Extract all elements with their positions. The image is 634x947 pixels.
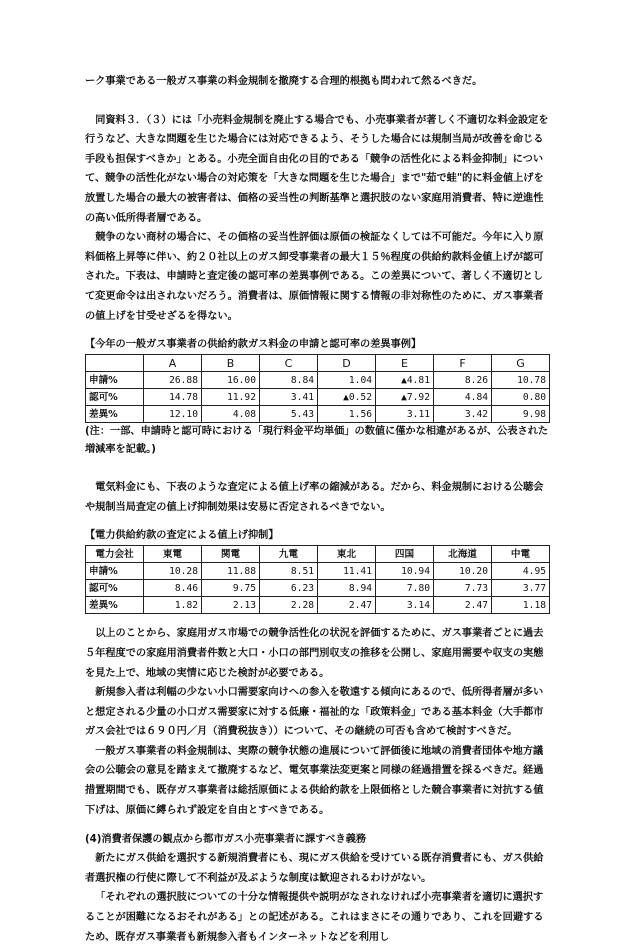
table-cell: 9.75 bbox=[202, 580, 260, 597]
column-header: 関電 bbox=[202, 546, 260, 563]
table-cell: 26.88 bbox=[144, 372, 202, 389]
row-label: 申請% bbox=[86, 563, 144, 580]
spacer bbox=[85, 326, 550, 336]
table-cell: 8.84 bbox=[260, 372, 318, 389]
table-corner-cell bbox=[86, 355, 144, 372]
table-cell: 8.46 bbox=[144, 580, 202, 597]
table-row bbox=[86, 372, 550, 389]
table-cell: 8.26 bbox=[434, 372, 492, 389]
table-cell: 4.84 bbox=[434, 389, 492, 406]
table-cell: 2.47 bbox=[434, 597, 492, 614]
column-header: 四国 bbox=[376, 546, 434, 563]
table-cell: 2.13 bbox=[202, 597, 260, 614]
table-row bbox=[86, 563, 550, 580]
row-header-label: 電力会社 bbox=[86, 546, 144, 563]
column-header: E bbox=[376, 355, 434, 372]
spacer bbox=[85, 92, 550, 111]
table-cell: 10.28 bbox=[144, 563, 202, 580]
column-header: D bbox=[318, 355, 376, 372]
table-cell: 11.88 bbox=[202, 563, 260, 580]
table-cell: 14.78 bbox=[144, 389, 202, 406]
table-cell: 10.78 bbox=[492, 372, 550, 389]
paragraph: 新規参入者は利幅の少ない小口需要家向けへの参入を敬遠する傾向にあるので、低所得者層が多いと想定される少量の小口ガス需要家に対する低廉・福祉的な「政策料金」である基本料金（大手都市ガス会社では６９０円／月（消費税抜き））について、その継続の可否も含めて検討すべきだ。 bbox=[85, 687, 544, 738]
table-cell: 10.94 bbox=[376, 563, 434, 580]
table-cell: 3.14 bbox=[376, 597, 434, 614]
table-cell: 4.08 bbox=[202, 406, 260, 423]
table-header-row bbox=[86, 546, 550, 563]
table-cell: 6.23 bbox=[260, 580, 318, 597]
table-cell: 12.10 bbox=[144, 406, 202, 423]
table-row bbox=[86, 389, 550, 406]
column-header: 九電 bbox=[260, 546, 318, 563]
paragraph: 「それぞれの選択肢についての十分な情報提供や説明がなされなければ小売事業者を適切に選択することが困難になるおそれがある」との記述がある。これはまさにその通りであり、これを回避するため、既存ガス事業者も新規参入者もインターネットなどを利用し bbox=[85, 892, 544, 943]
paragraph: ーク事業である一般ガス事業の料金規制を撤廃する合理的根拠も問われて然るべきだ。 bbox=[85, 76, 483, 87]
table-cell: 8.94 bbox=[318, 580, 376, 597]
table-cell: 3.77 bbox=[492, 580, 550, 597]
table-cell: 1.82 bbox=[144, 597, 202, 614]
table-cell: 4.95 bbox=[492, 563, 550, 580]
row-label: 認可% bbox=[86, 580, 144, 597]
table-cell: 11.41 bbox=[318, 563, 376, 580]
column-header: 東電 bbox=[144, 546, 202, 563]
table-cell: 5.43 bbox=[260, 406, 318, 423]
spacer bbox=[85, 614, 550, 624]
column-header: 北海道 bbox=[434, 546, 492, 563]
table-cell: 7.73 bbox=[434, 580, 492, 597]
paragraph: 新たにガス供給を選択する新規消費者にも、現にガス供給を受けている既存消費者にも、ガス供給者選択権の行使に際して不利益が及ぶような制度は歓迎されるわけがない。 bbox=[85, 853, 544, 884]
column-header: C bbox=[260, 355, 318, 372]
column-header: G bbox=[492, 355, 550, 372]
table-cell: 1.04 bbox=[318, 372, 376, 389]
table-cell: 11.92 bbox=[202, 389, 260, 406]
paragraph: 一般ガス事業者の料金規制は、実際の競争状態の進展について評価後に地域の消費者団体や地方議会の公聴会の意見を踏まえて撤廃するなど、電気事業法変更案と同様の経過措置を採るべきだ。経過措置期間でも、既存ガス事業者は総括原価による供給約款を上限価格とした競合事業者に対抗する値下げは、原価に縛られず設定を自由とすべきである。 bbox=[85, 745, 544, 816]
table-cell: 7.80 bbox=[376, 580, 434, 597]
table-cell: 2.47 bbox=[318, 597, 376, 614]
spacer bbox=[85, 459, 550, 478]
table-cell: ▲0.52 bbox=[318, 389, 376, 406]
table-note: (注：一部、申請時と認可時における「現行料金平均単価」の数値に僅かな相違があるが、公表された増減率を記載。) bbox=[85, 426, 549, 456]
row-label: 申請% bbox=[86, 372, 144, 389]
table-row bbox=[86, 580, 550, 597]
table-header-row bbox=[86, 355, 550, 372]
table-cell: 0.80 bbox=[492, 389, 550, 406]
table-cell: 10.20 bbox=[434, 563, 492, 580]
table-cell: 1.18 bbox=[492, 597, 550, 614]
table-cell: 9.98 bbox=[492, 406, 550, 423]
column-header: A bbox=[144, 355, 202, 372]
table-cell: 8.51 bbox=[260, 563, 318, 580]
gas-rate-table bbox=[85, 354, 550, 423]
column-header: B bbox=[202, 355, 260, 372]
table-cell: ▲7.92 bbox=[376, 389, 434, 406]
spacer bbox=[85, 820, 550, 830]
paragraph: 電気料金にも、下表のような査定による値上げ率の縮減がある。だから、料金規制における公聴会や規制当局査定の値上げ抑制効果は安易に否定されるべきでない。 bbox=[85, 482, 544, 513]
paragraph: 競争のない商材の場合に、その価格の妥当性評価は原価の検証なくしては不可能だ。今年に入り原料価格上昇等に伴い、約２０社以上のガス卸受事業者の最大１５％程度の供給約款料金値上げが認可された。下表は、申請時と査定後の認可率の差異事例である。この差異について、著しく不適切として変更命令は出されないだろう。消費者は、原価情報に関する情報の非対称性のために、ガス事業者の値上げを甘受せざるを得ない。 bbox=[85, 232, 544, 322]
paragraph: 以上のことから、家庭用ガス市場での競争活性化の状況を評価するために、ガス事業者ごとに過去５年程度での家庭用消費者件数と大口・小口の部門別収支の推移を公開し、家庭用需要や収支の実態を見た上で、地域の実情に応じた検討が必要である。 bbox=[85, 628, 544, 679]
row-label: 差異% bbox=[86, 406, 144, 423]
paragraph: 同資料３．（３）には「小売料金規制を廃止する場合でも、小売事業者が著しく不適切な料金設定を行うなど、大きな問題を生じた場合には対応できるよう、そうした場合には規制当局が改善を命じる手段も担保すべきか」とある。小売全面自由化の目的である「競争の活性化による料金抑制」について、競争の活性化がない場合の対応策を「大きな問題を生じた場合」まで"茹で蛙"的に料金値上げを放置した場合の最大の被害者は、価格の妥当性の判断基準と選択肢のない家庭用消費者、特に逆進性の高い低所得者層である。 bbox=[85, 114, 549, 224]
row-label: 認可% bbox=[86, 389, 144, 406]
table-cell: 3.11 bbox=[376, 406, 434, 423]
table-cell: ▲4.81 bbox=[376, 372, 434, 389]
section-heading: (4)消費者保護の観点から都市ガス小売事業者に課すべき義務 bbox=[85, 834, 367, 846]
table-row bbox=[86, 597, 550, 614]
table-cell: 2.28 bbox=[260, 597, 318, 614]
table-cell: 3.42 bbox=[434, 406, 492, 423]
spacer bbox=[85, 517, 550, 527]
column-header: F bbox=[434, 355, 492, 372]
table-cell: 16.00 bbox=[202, 372, 260, 389]
table-cell: 1.56 bbox=[318, 406, 376, 423]
table2-caption: 【電力供給約款の査定による値上げ抑制】 bbox=[85, 530, 279, 542]
table1-caption: 【今年の一般ガス事業者の供給約款ガス料金の申請と認可率の差異事例】 bbox=[85, 339, 422, 351]
column-header: 中電 bbox=[492, 546, 550, 563]
table-row bbox=[86, 406, 550, 423]
electricity-rate-table bbox=[85, 545, 550, 614]
row-label: 差異% bbox=[86, 597, 144, 614]
document-page bbox=[85, 72, 550, 947]
column-header: 東北 bbox=[318, 546, 376, 563]
table-cell: 3.41 bbox=[260, 389, 318, 406]
